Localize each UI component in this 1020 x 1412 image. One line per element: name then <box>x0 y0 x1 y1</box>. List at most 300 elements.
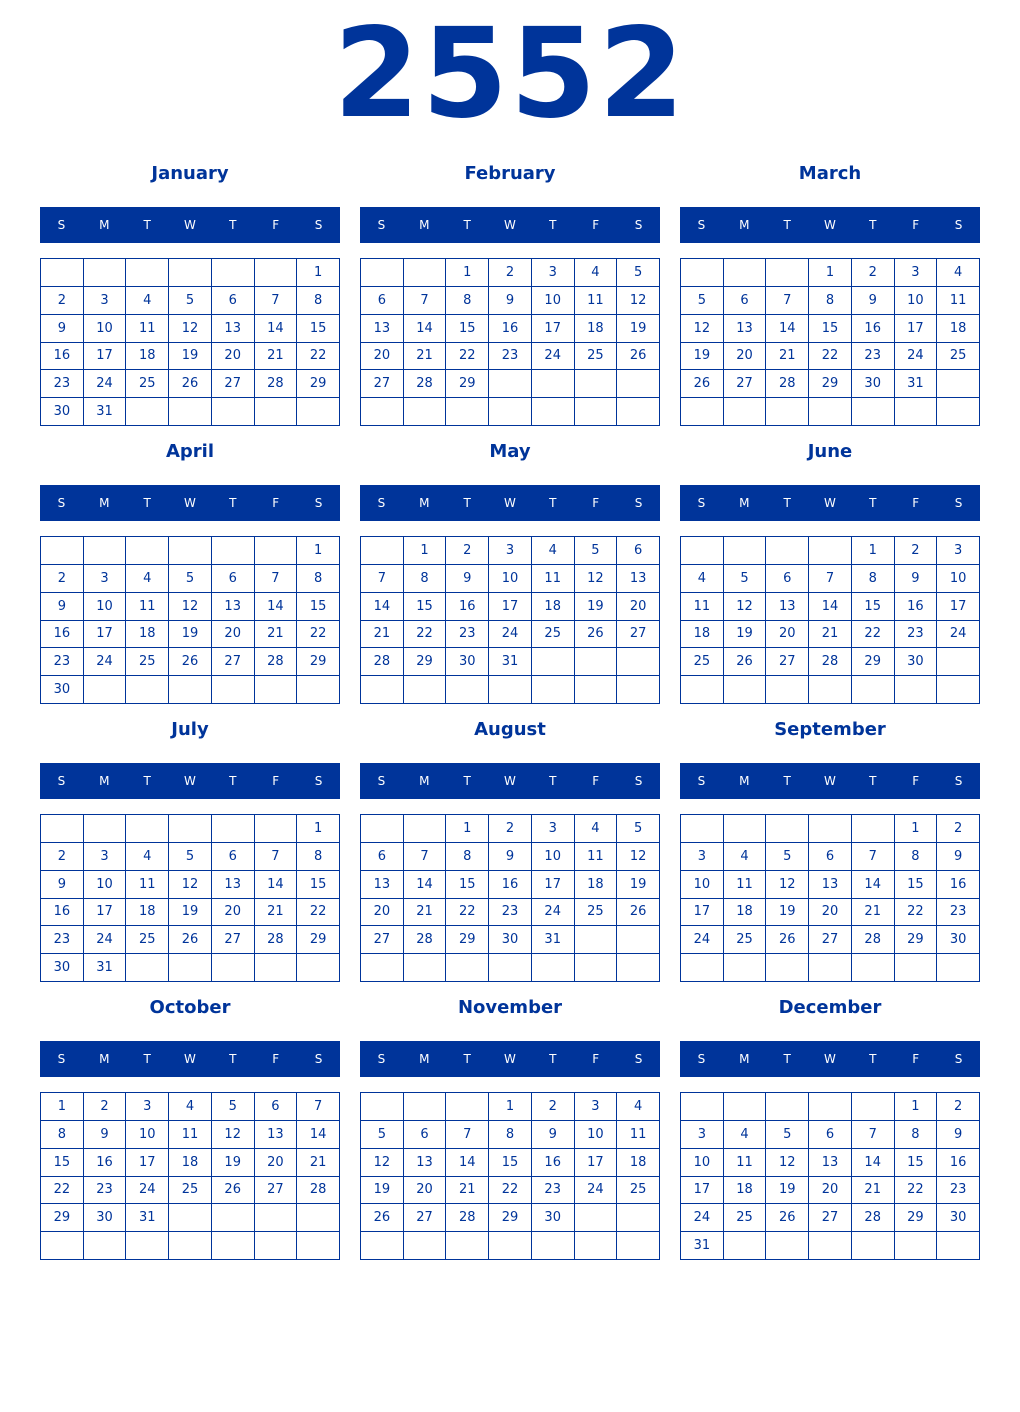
day-cell: 5 <box>617 815 660 843</box>
day-cell: 25 <box>575 899 618 927</box>
day-cell: 3 <box>532 815 575 843</box>
empty-day-cell <box>41 259 84 287</box>
weekday-label: M <box>99 774 110 788</box>
empty-day-cell <box>766 398 809 426</box>
day-cell: 1 <box>446 259 489 287</box>
empty-day-cell <box>126 954 169 982</box>
empty-day-cell <box>255 815 298 843</box>
day-cell: 3 <box>532 259 575 287</box>
day-cell: 24 <box>895 343 938 371</box>
day-cell: 26 <box>361 1204 404 1232</box>
day-cell: 13 <box>212 315 255 343</box>
day-cell: 24 <box>937 621 980 649</box>
day-cell: 27 <box>361 926 404 954</box>
weekday-label: W <box>504 1052 516 1066</box>
empty-day-cell <box>361 954 404 982</box>
empty-day-cell <box>361 398 404 426</box>
day-cell: 12 <box>169 315 212 343</box>
day-cell: 20 <box>617 593 660 621</box>
day-cell: 19 <box>575 593 618 621</box>
weekday-header <box>40 763 340 799</box>
day-cell: 26 <box>169 370 212 398</box>
day-cell: 30 <box>895 648 938 676</box>
weekday-label: T <box>463 496 471 510</box>
empty-day-cell <box>446 1093 489 1121</box>
day-cell: 7 <box>809 565 852 593</box>
day-grid <box>40 1092 340 1260</box>
day-cell: 7 <box>852 1121 895 1149</box>
weekday-label: T <box>783 774 791 788</box>
day-cell: 4 <box>532 537 575 565</box>
day-cell: 22 <box>809 343 852 371</box>
day-cell: 29 <box>446 926 489 954</box>
day-cell: 1 <box>852 537 895 565</box>
day-cell: 1 <box>41 1093 84 1121</box>
empty-day-cell <box>361 537 404 565</box>
day-cell: 4 <box>169 1093 212 1121</box>
day-cell: 25 <box>126 926 169 954</box>
day-cell: 26 <box>617 899 660 927</box>
empty-day-cell <box>617 954 660 982</box>
day-cell: 23 <box>446 621 489 649</box>
empty-day-cell <box>169 954 212 982</box>
empty-day-cell <box>617 676 660 704</box>
day-cell: 21 <box>852 1177 895 1205</box>
month-name: July <box>171 719 209 740</box>
day-cell: 29 <box>297 926 340 954</box>
day-cell: 16 <box>937 1149 980 1177</box>
empty-day-cell <box>489 398 532 426</box>
day-cell: 6 <box>361 843 404 871</box>
day-cell: 24 <box>126 1177 169 1205</box>
day-cell: 15 <box>446 871 489 899</box>
day-cell: 3 <box>937 537 980 565</box>
empty-day-cell <box>361 676 404 704</box>
day-cell: 16 <box>41 343 84 371</box>
month-july <box>40 714 340 984</box>
day-cell: 21 <box>404 899 447 927</box>
day-cell: 17 <box>126 1149 169 1177</box>
empty-day-cell <box>575 1232 618 1260</box>
weekday-label: T <box>229 218 237 232</box>
empty-day-cell <box>255 954 298 982</box>
day-cell: 7 <box>446 1121 489 1149</box>
day-cell: 12 <box>617 287 660 315</box>
empty-day-cell <box>852 1232 895 1260</box>
day-cell: 2 <box>895 537 938 565</box>
day-cell: 6 <box>766 565 809 593</box>
weekday-label: F <box>912 1052 920 1066</box>
weekday-label: M <box>739 496 750 510</box>
empty-day-cell <box>724 1093 767 1121</box>
day-cell: 10 <box>126 1121 169 1149</box>
day-cell: 27 <box>617 621 660 649</box>
day-cell: 13 <box>766 593 809 621</box>
day-cell: 22 <box>895 899 938 927</box>
weekday-label: S <box>697 774 706 788</box>
weekday-label: M <box>99 218 110 232</box>
day-cell: 9 <box>446 565 489 593</box>
day-cell: 29 <box>895 926 938 954</box>
day-cell: 20 <box>766 621 809 649</box>
empty-day-cell <box>681 398 724 426</box>
day-cell: 16 <box>852 315 895 343</box>
day-cell: 25 <box>937 343 980 371</box>
empty-day-cell <box>724 676 767 704</box>
month-september <box>680 714 980 984</box>
weekday-label: W <box>184 774 196 788</box>
weekday-header <box>40 485 340 521</box>
weekday-label: W <box>504 774 516 788</box>
empty-day-cell <box>937 648 980 676</box>
month-june <box>680 436 980 706</box>
day-cell: 5 <box>212 1093 255 1121</box>
day-cell: 10 <box>681 1149 724 1177</box>
day-cell: 11 <box>724 871 767 899</box>
day-grid <box>680 536 980 704</box>
day-cell: 5 <box>766 843 809 871</box>
weekday-label: F <box>272 496 280 510</box>
day-cell: 20 <box>212 899 255 927</box>
day-cell: 19 <box>169 343 212 371</box>
month-april <box>40 436 340 706</box>
day-cell: 5 <box>575 537 618 565</box>
day-cell: 27 <box>809 1204 852 1232</box>
day-cell: 18 <box>617 1149 660 1177</box>
empty-day-cell <box>809 1093 852 1121</box>
day-cell: 22 <box>41 1177 84 1205</box>
weekday-label: T <box>783 1052 791 1066</box>
day-cell: 19 <box>361 1177 404 1205</box>
day-cell: 4 <box>575 259 618 287</box>
day-cell: 6 <box>212 565 255 593</box>
day-cell: 1 <box>297 815 340 843</box>
day-cell: 3 <box>681 1121 724 1149</box>
weekday-label: S <box>377 1052 386 1066</box>
empty-day-cell <box>937 398 980 426</box>
day-cell: 19 <box>766 1177 809 1205</box>
empty-day-cell <box>126 537 169 565</box>
day-cell: 16 <box>446 593 489 621</box>
day-cell: 15 <box>809 315 852 343</box>
empty-day-cell <box>724 954 767 982</box>
weekday-label: S <box>697 218 706 232</box>
month-name: April <box>165 441 215 462</box>
day-cell: 29 <box>895 1204 938 1232</box>
day-cell: 22 <box>297 621 340 649</box>
empty-day-cell <box>575 398 618 426</box>
day-cell: 24 <box>489 621 532 649</box>
empty-day-cell <box>809 398 852 426</box>
day-cell: 11 <box>575 843 618 871</box>
day-cell: 14 <box>297 1121 340 1149</box>
day-cell: 22 <box>852 621 895 649</box>
weekday-label: F <box>912 496 920 510</box>
day-cell: 2 <box>532 1093 575 1121</box>
day-cell: 23 <box>489 899 532 927</box>
day-cell: 25 <box>169 1177 212 1205</box>
day-cell: 4 <box>126 287 169 315</box>
day-cell: 18 <box>724 899 767 927</box>
day-grid <box>360 258 660 426</box>
empty-day-cell <box>895 1232 938 1260</box>
day-cell: 9 <box>41 871 84 899</box>
day-cell: 15 <box>297 315 340 343</box>
empty-day-cell <box>84 537 127 565</box>
day-cell: 23 <box>84 1177 127 1205</box>
day-cell: 23 <box>532 1177 575 1205</box>
day-cell: 31 <box>681 1232 724 1260</box>
weekday-label: W <box>824 774 836 788</box>
day-cell: 17 <box>895 315 938 343</box>
day-cell: 12 <box>617 843 660 871</box>
day-cell: 25 <box>532 621 575 649</box>
day-cell: 17 <box>681 899 724 927</box>
day-cell: 7 <box>255 843 298 871</box>
empty-day-cell <box>766 815 809 843</box>
day-cell: 5 <box>724 565 767 593</box>
day-cell: 12 <box>766 1149 809 1177</box>
day-cell: 8 <box>446 287 489 315</box>
day-cell: 15 <box>446 315 489 343</box>
day-cell: 4 <box>126 565 169 593</box>
empty-day-cell <box>681 954 724 982</box>
day-cell: 15 <box>852 593 895 621</box>
month-name: August <box>474 719 546 740</box>
weekday-label: W <box>824 218 836 232</box>
empty-day-cell <box>575 926 618 954</box>
day-cell: 29 <box>852 648 895 676</box>
day-cell: 23 <box>852 343 895 371</box>
empty-day-cell <box>724 398 767 426</box>
day-cell: 20 <box>404 1177 447 1205</box>
weekday-label: T <box>549 218 557 232</box>
empty-day-cell <box>809 954 852 982</box>
day-cell: 25 <box>617 1177 660 1205</box>
day-cell: 17 <box>575 1149 618 1177</box>
day-cell: 22 <box>297 343 340 371</box>
day-cell: 2 <box>489 815 532 843</box>
day-cell: 11 <box>617 1121 660 1149</box>
empty-day-cell <box>852 1093 895 1121</box>
empty-day-cell <box>212 537 255 565</box>
empty-day-cell <box>724 537 767 565</box>
day-cell: 18 <box>575 315 618 343</box>
day-cell: 16 <box>41 621 84 649</box>
day-cell: 10 <box>84 593 127 621</box>
day-cell: 11 <box>724 1149 767 1177</box>
empty-day-cell <box>41 537 84 565</box>
empty-day-cell <box>255 537 298 565</box>
empty-day-cell <box>212 1232 255 1260</box>
empty-day-cell <box>895 398 938 426</box>
day-cell: 6 <box>617 537 660 565</box>
day-cell: 9 <box>852 287 895 315</box>
day-cell: 11 <box>532 565 575 593</box>
empty-day-cell <box>297 1232 340 1260</box>
day-cell: 14 <box>446 1149 489 1177</box>
day-cell: 6 <box>404 1121 447 1149</box>
empty-day-cell <box>809 815 852 843</box>
day-cell: 17 <box>84 343 127 371</box>
day-cell: 15 <box>41 1149 84 1177</box>
empty-day-cell <box>404 259 447 287</box>
day-cell: 16 <box>532 1149 575 1177</box>
day-cell: 19 <box>212 1149 255 1177</box>
day-cell: 19 <box>617 871 660 899</box>
day-cell: 3 <box>84 843 127 871</box>
day-cell: 11 <box>126 315 169 343</box>
empty-day-cell <box>766 676 809 704</box>
weekday-label: S <box>634 218 643 232</box>
day-cell: 18 <box>169 1149 212 1177</box>
day-cell: 17 <box>937 593 980 621</box>
day-cell: 18 <box>681 621 724 649</box>
weekday-label: S <box>377 218 386 232</box>
year-title: 2552 <box>333 2 687 146</box>
empty-day-cell <box>446 1232 489 1260</box>
weekday-header <box>360 485 660 521</box>
day-cell: 7 <box>297 1093 340 1121</box>
empty-day-cell <box>532 954 575 982</box>
weekday-label: T <box>869 218 877 232</box>
day-cell: 19 <box>169 621 212 649</box>
day-cell: 31 <box>895 370 938 398</box>
day-cell: 21 <box>766 343 809 371</box>
day-cell: 12 <box>169 871 212 899</box>
day-cell: 26 <box>724 648 767 676</box>
day-cell: 7 <box>852 843 895 871</box>
day-cell: 7 <box>404 287 447 315</box>
day-cell: 5 <box>361 1121 404 1149</box>
day-grid <box>680 814 980 982</box>
day-cell: 22 <box>489 1177 532 1205</box>
empty-day-cell <box>126 815 169 843</box>
day-cell: 30 <box>937 926 980 954</box>
weekday-label: T <box>463 1052 471 1066</box>
day-cell: 2 <box>489 259 532 287</box>
day-cell: 12 <box>766 871 809 899</box>
day-cell: 31 <box>84 954 127 982</box>
empty-day-cell <box>724 259 767 287</box>
empty-day-cell <box>169 1232 212 1260</box>
empty-day-cell <box>617 370 660 398</box>
weekday-label: F <box>592 218 600 232</box>
day-cell: 18 <box>126 621 169 649</box>
day-cell: 26 <box>681 370 724 398</box>
weekday-label: M <box>419 774 430 788</box>
day-cell: 27 <box>809 926 852 954</box>
weekday-label: T <box>229 774 237 788</box>
day-cell: 28 <box>809 648 852 676</box>
day-cell: 28 <box>852 926 895 954</box>
day-cell: 21 <box>255 621 298 649</box>
day-grid <box>360 814 660 982</box>
day-cell: 4 <box>126 843 169 871</box>
day-cell: 30 <box>937 1204 980 1232</box>
day-cell: 7 <box>766 287 809 315</box>
empty-day-cell <box>212 398 255 426</box>
day-cell: 31 <box>532 926 575 954</box>
day-cell: 17 <box>532 871 575 899</box>
day-cell: 11 <box>169 1121 212 1149</box>
month-name: September <box>774 719 886 740</box>
day-cell: 24 <box>532 899 575 927</box>
weekday-label: F <box>272 218 280 232</box>
day-cell: 28 <box>255 648 298 676</box>
day-cell: 27 <box>404 1204 447 1232</box>
weekday-label: S <box>314 774 323 788</box>
day-cell: 20 <box>809 1177 852 1205</box>
day-cell: 6 <box>724 287 767 315</box>
day-grid <box>40 814 340 982</box>
day-cell: 8 <box>852 565 895 593</box>
day-cell: 21 <box>446 1177 489 1205</box>
day-cell: 27 <box>255 1177 298 1205</box>
weekday-label: M <box>419 1052 430 1066</box>
weekday-label: M <box>739 218 750 232</box>
weekday-label: T <box>463 218 471 232</box>
day-cell: 17 <box>532 315 575 343</box>
day-cell: 8 <box>895 843 938 871</box>
day-cell: 19 <box>169 899 212 927</box>
day-cell: 12 <box>212 1121 255 1149</box>
empty-day-cell <box>404 1232 447 1260</box>
day-cell: 9 <box>895 565 938 593</box>
day-cell: 3 <box>575 1093 618 1121</box>
empty-day-cell <box>255 1232 298 1260</box>
day-cell: 6 <box>361 287 404 315</box>
day-cell: 26 <box>766 926 809 954</box>
empty-day-cell <box>126 259 169 287</box>
day-cell: 29 <box>489 1204 532 1232</box>
day-cell: 13 <box>809 871 852 899</box>
day-cell: 29 <box>446 370 489 398</box>
day-cell: 20 <box>361 343 404 371</box>
day-cell: 10 <box>575 1121 618 1149</box>
weekday-header <box>680 1041 980 1077</box>
day-cell: 1 <box>489 1093 532 1121</box>
day-cell: 13 <box>809 1149 852 1177</box>
day-cell: 2 <box>84 1093 127 1121</box>
weekday-label: F <box>272 774 280 788</box>
day-cell: 28 <box>852 1204 895 1232</box>
empty-day-cell <box>532 676 575 704</box>
weekday-label: M <box>739 774 750 788</box>
day-cell: 26 <box>169 648 212 676</box>
day-cell: 9 <box>41 593 84 621</box>
day-cell: 25 <box>126 370 169 398</box>
day-cell: 24 <box>681 926 724 954</box>
day-cell: 10 <box>681 871 724 899</box>
day-cell: 30 <box>84 1204 127 1232</box>
weekday-label: S <box>954 774 963 788</box>
weekday-label: M <box>419 496 430 510</box>
empty-day-cell <box>575 676 618 704</box>
empty-day-cell <box>212 954 255 982</box>
empty-day-cell <box>212 1204 255 1232</box>
weekday-label: W <box>184 496 196 510</box>
empty-day-cell <box>575 1204 618 1232</box>
empty-day-cell <box>532 1232 575 1260</box>
empty-day-cell <box>532 370 575 398</box>
month-name: November <box>457 997 563 1018</box>
empty-day-cell <box>126 398 169 426</box>
day-cell: 15 <box>297 871 340 899</box>
empty-day-cell <box>852 954 895 982</box>
day-cell: 3 <box>126 1093 169 1121</box>
month-november <box>360 992 660 1262</box>
